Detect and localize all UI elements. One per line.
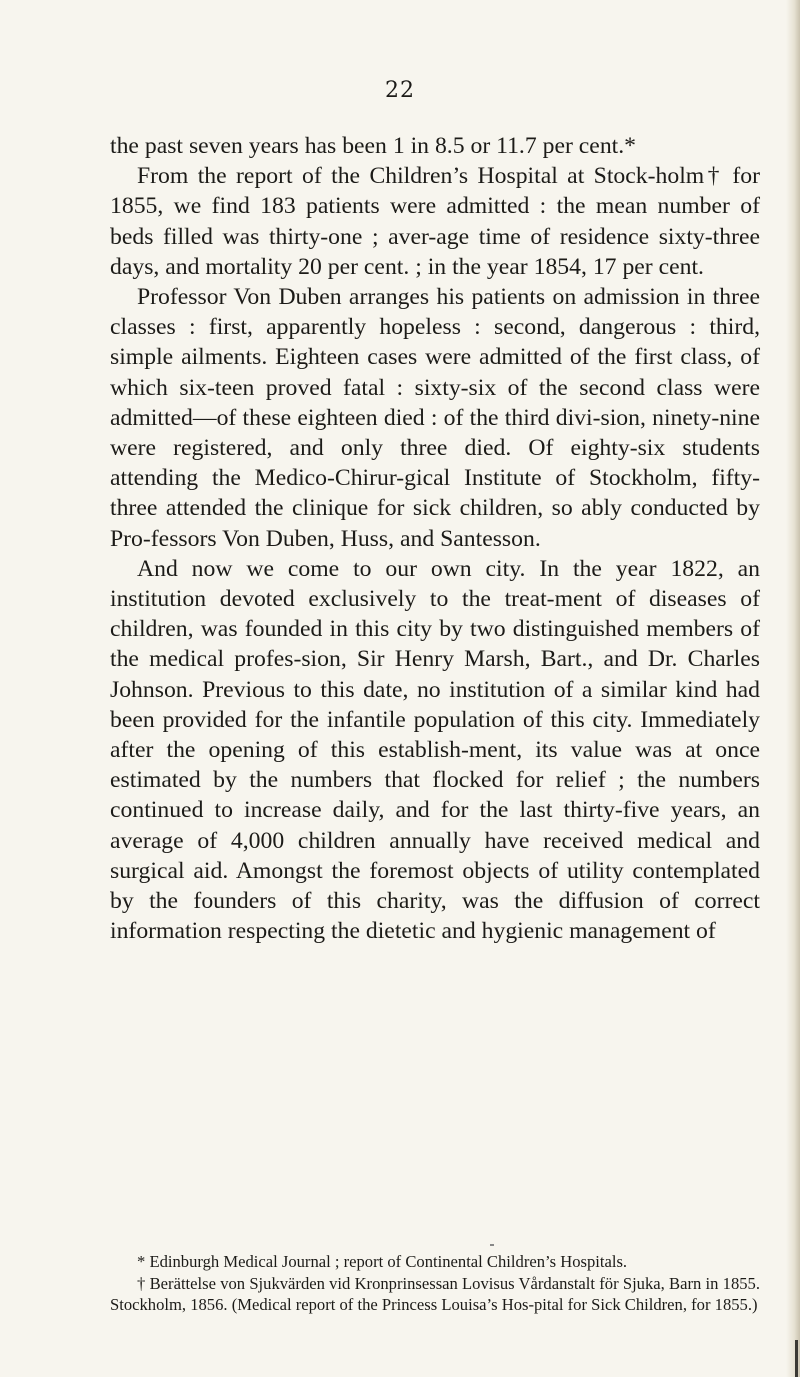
paragraph: And now we come to our own city. In the year 1822, an institution devoted exclusively to the treat-ment of diseases of children, was founded in this city by two distinguished members of the medical profes-sion, Sir Henry Marsh, Bart., and Dr. Charles Johnson. Previous to this date, no institution of a similar kind had been provided for the infantile population of this city. Immediately after the opening of this establish-ment, its value was at once estimated by the numbers that flocked for relief ; the numbers continued to increase daily, and for the last thirty-five years, an average of 4,000 children annually have received medical and surgical aid. Amongst the foremost objects of utility contemplated by the founders of this charity, was the diffusion of correct information respecting the dietetic and hygienic management of [110,555,760,945]
paragraph: the past seven years has been 1 in 8.5 or 11.7 per cent.* [110,133,637,159]
footnotes [110,1251,760,1316]
page-number: 22 [385,78,415,103]
body-text [110,131,760,946]
paragraph: Professor Von Duben arranges his patients on admission in three classes : first, apparently hopeless : second, dangerous : third, simple ailments. Eighteen cases were admitted of the first class, of which six-teen proved fatal : sixty-six of the second class were admitted—of these eighteen died : of the third divi-sion, ninety-nine were registered, and only three died. Of eighty-six students attending the Medico-Chirur-gical Institute of Stockholm, fifty-three attended the clinique for sick children, so ably conducted by Pro-fessors Von Duben, Huss, and Santesson. [110,284,760,552]
footnote: † Berättelse von Sjukvärden vid Kronprinsessan Lovisus Vårdanstalt för Sjuka, Barn in 1855. Stockholm, 1856. (Medical report of the Princess Louisa’s Hos-pital for Sick Children, for 1855.) [110,1273,760,1314]
page-edge-shadow [786,0,800,1377]
page-edge-mark [795,1340,798,1377]
footnote: * Edinburgh Medical Journal ; report of Continental Children’s Hospitals. [137,1252,628,1271]
footnote-divider [490,1244,494,1246]
paragraph: From the report of the Children’s Hospital at Stock-holm† for 1855, we find 183 patients were admitted : the mean number of beds filled was thirty-one ; aver-age time of residence sixty-three days, and mortality 20 per cent. ; in the year 1854, 17 per cent. [110,163,760,280]
